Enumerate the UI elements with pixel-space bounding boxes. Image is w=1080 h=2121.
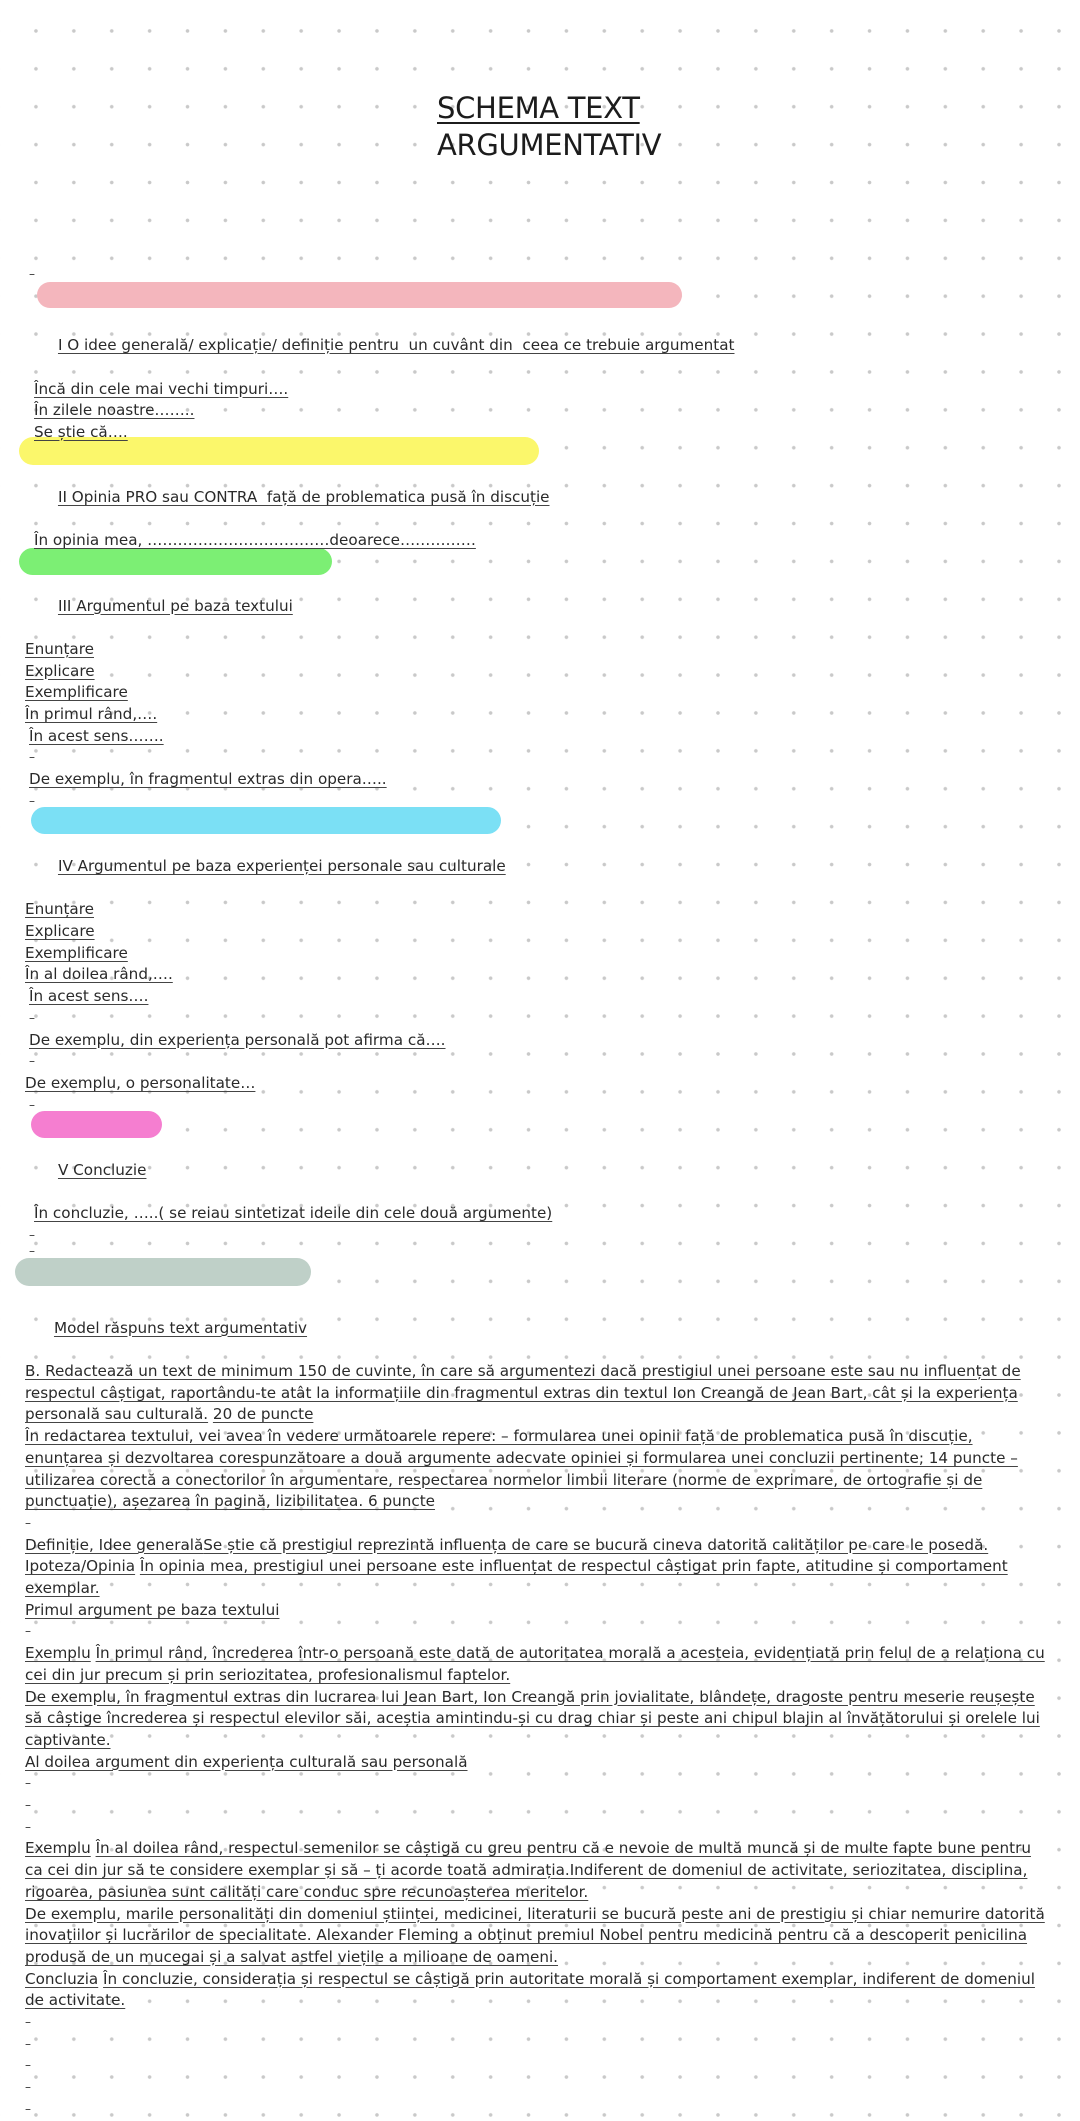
section-1-heading: I O idee generală/ explicație/ definiție pentru un cuvânt din ceea ce trebuie argumentat bbox=[29, 292, 1049, 379]
list-item: Exemplificare bbox=[25, 683, 128, 702]
dash-marker: – bbox=[25, 1798, 31, 1813]
list-item: În opinia mea, ………………………………deoarece…………… bbox=[34, 531, 476, 550]
list-item: Exemplificare bbox=[25, 943, 128, 962]
highlight-cyan bbox=[31, 807, 501, 834]
section-4-heading: IV Argumentul pe baza experienței personale sau culturale bbox=[29, 813, 1049, 900]
list-item: În acest sens…. bbox=[29, 987, 149, 1006]
model-arg2-heading: Al doilea argument din experiența culturală sau personală bbox=[25, 1752, 468, 1771]
highlight-gray bbox=[15, 1258, 311, 1286]
dash-marker: – bbox=[25, 1624, 31, 1639]
title-line-1: SCHEMA TEXT bbox=[437, 91, 640, 125]
dash-marker: – bbox=[25, 2036, 31, 2051]
model-opinion: Ipoteza/Opinia În opinia mea, prestigiul unei persoane este influențat de respectul câștigat prin fapte, atitudine și comportament exemplar. bbox=[25, 1557, 1008, 1598]
dash-marker: – bbox=[25, 2015, 31, 2030]
model-task: B. Redactează un text de minimum 150 de cuvinte, în care să argumentezi dacă prestigiul unei persoane este sau nu influențat de respectul câștigat, raportându-te atât la informațiile din fragmentul extras din textul Ion Creangă de Jean Bart, cât și la experiența personală sau culturală. 20 de puncte bbox=[25, 1362, 1021, 1424]
dash-marker: – bbox=[25, 2058, 31, 2073]
model-arg2-example: De exemplu, marile personalități din domeniul științei, medicinei, literaturii se bucură peste ani de prestigiu și chiar nemurire datorită inovațiilor și lucrărilor de specialitate. Alexander Fleming a obținut premiul Nobel pentru medicină pentru că a descoperit penicilina produsă de un mucegai și a salvat astfel viețile a milioane de oameni. bbox=[25, 1904, 1045, 1966]
model-arg1: Exemplu În primul rând, încrederea într-o persoană este dată de autoritatea morală a acesteia, evidențiată prin felul de a relaționa cu cei din jur precum și prin seriozitatea, profesionalismul faptelor. bbox=[25, 1644, 1045, 1684]
dash-marker: – bbox=[25, 2080, 31, 2095]
list-item: În concluzie, …..( se reiau sintetizat ideile din cele două argumente) bbox=[34, 1204, 553, 1223]
list-item: Încă din cele mai vechi timpuri…. bbox=[34, 379, 289, 398]
model-heading: Model răspuns text argumentativ bbox=[25, 1274, 1049, 1361]
dash-marker: – bbox=[29, 793, 35, 808]
list-item: În zilele noastre…….. bbox=[34, 401, 195, 420]
dash-marker: – bbox=[29, 267, 35, 281]
list-item: De exemplu, din experiența personală pot afirma că…. bbox=[29, 1030, 446, 1049]
list-item: Se știe că…. bbox=[34, 422, 128, 441]
dash-marker: – bbox=[25, 2101, 31, 2116]
model-arg1-example: De exemplu, în fragmentul extras din lucrarea lui Jean Bart, Ion Creangă prin jovialitate, blândețe, dragoste pentru meserie reușește să câștige încrederea și respectul elevilor săi, aceștia amintindu-și cu drag chiar și peste ani chipul blajin al învățătorului și orelele lui captivante. bbox=[25, 1687, 1040, 1749]
dash-marker: – bbox=[29, 750, 35, 765]
list-item: De exemplu, în fragmentul extras din opera….. bbox=[29, 770, 387, 789]
model-criteria: În redactarea textului, vei avea în vedere următoarele repere: – formularea unei opinii față de problematica pusă în discuție, enunțarea și dezvoltarea corespunzătoare a două argumente adecvate opiniei și formularea unei concluzii pertinente; 14 puncte – utilizarea corectă a conectorilor în argumentare, respectarea normelor limbii literare (norme de exprimare, de ortografie și de punctuație), așezarea în pagină, lizibilitatea. 6 puncte bbox=[25, 1427, 1018, 1511]
document-body bbox=[25, 267, 1049, 2120]
list-item: Enunțare bbox=[25, 900, 94, 919]
dash-marker: – bbox=[25, 1819, 31, 1834]
list-item: Explicare bbox=[25, 922, 95, 941]
dash-marker: – bbox=[29, 1097, 35, 1112]
highlight-magenta bbox=[31, 1111, 162, 1138]
list-item: Enunțare bbox=[25, 639, 94, 658]
list-item: În acest sens……. bbox=[29, 726, 164, 745]
section-3-heading: III Argumentul pe baza textului bbox=[29, 552, 1049, 639]
highlight-green bbox=[19, 548, 332, 575]
dash-marker: – bbox=[29, 1010, 35, 1025]
list-item: În al doilea rând,…. bbox=[25, 965, 173, 984]
section-2-heading: II Opinia PRO sau CONTRA față de problematica pusă în discuție bbox=[29, 444, 1049, 531]
title-line-2: ARGUMENTATIV bbox=[437, 128, 662, 162]
list-item: Explicare bbox=[25, 661, 95, 680]
dash-marker: – bbox=[25, 1776, 31, 1791]
list-item: De exemplu, o personalitate… bbox=[25, 1073, 256, 1092]
dash-marker: – bbox=[29, 1054, 35, 1069]
dash-marker: – bbox=[29, 1227, 35, 1242]
list-item: În primul rând,…. bbox=[25, 705, 158, 724]
model-arg1-heading: Primul argument pe baza textului bbox=[25, 1600, 280, 1619]
model-conclusion: Concluzia În concluzie, considerația și respectul se câștigă prin autoritate morală și comportament exemplar, indiferent de domeniul de activitate. bbox=[25, 1969, 1035, 2010]
section-5-heading: V Concluzie bbox=[29, 1116, 1049, 1203]
highlight-pink bbox=[37, 282, 682, 308]
model-arg2: Exemplu În al doilea rând, respectul semenilor se câștigă cu greu pentru că e nevoie de multă muncă și de multe fapte bune pentru ca cei din jur să te considere exemplar și să – ți acorde toată admirația.Indiferent de domeniul de activitate, seriozitatea, disciplina, rigoarea, pasiunea sunt calități care conduc spre recunoașterea meritelor. bbox=[25, 1839, 1031, 1901]
page-title bbox=[437, 90, 661, 164]
model-definition: Definiție, Idee generalăSe știe că prestigiul reprezintă influența de care se bucură cineva datorită calităților pe care le posedă. bbox=[25, 1535, 989, 1554]
dash-marker: – bbox=[29, 1243, 35, 1258]
dash-marker: – bbox=[25, 1515, 31, 1530]
